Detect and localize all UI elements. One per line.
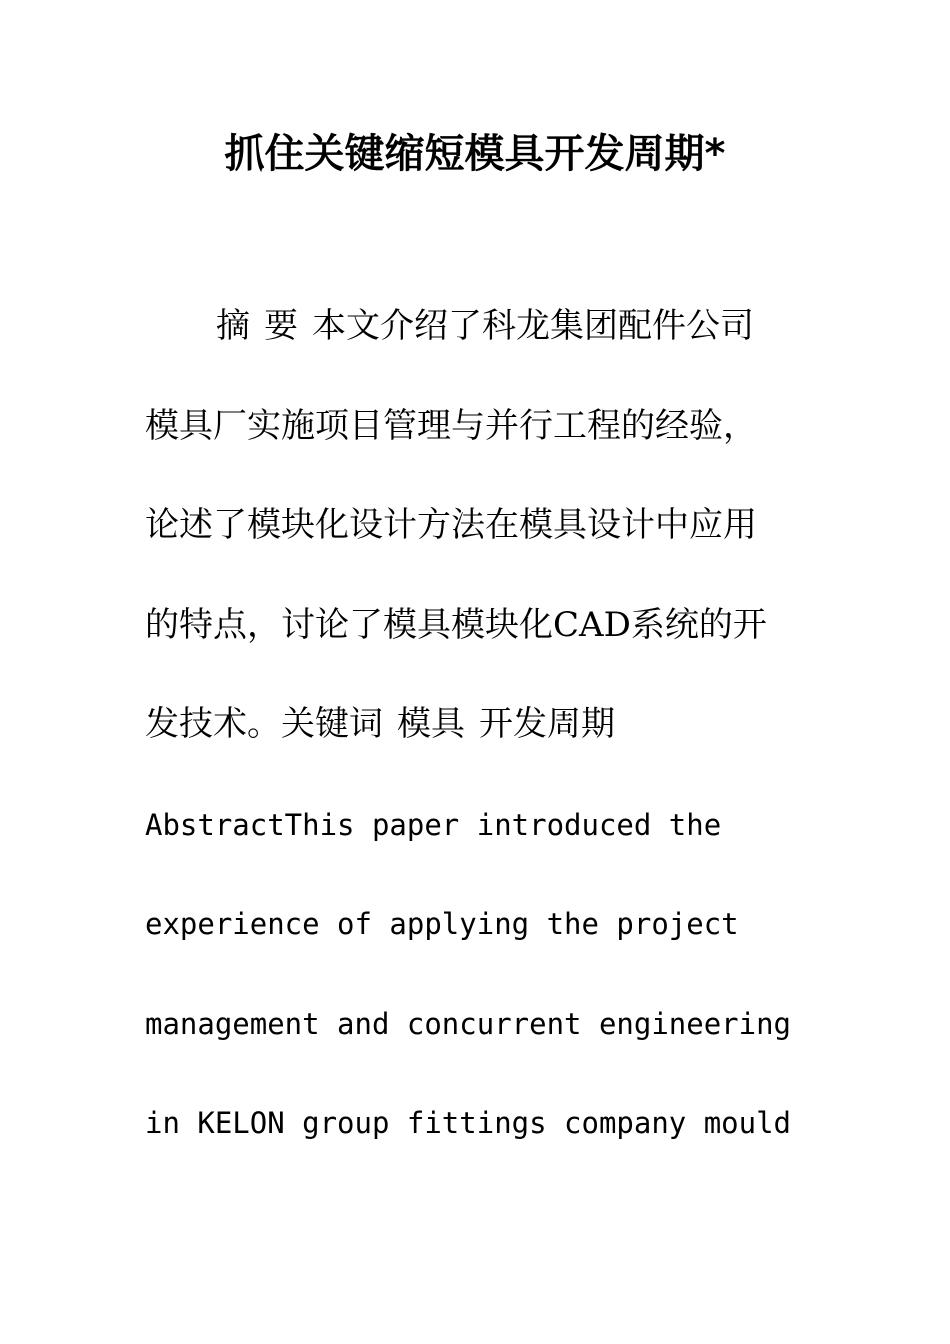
abstract-cn-line-5 (145, 702, 615, 746)
abstract-en-line-3: management and concurrent engineering (145, 1007, 792, 1041)
abstract-label-b: 要 (264, 306, 298, 346)
abstract-cn-line-1 (216, 304, 754, 348)
document-title: 抓住关键缩短模具开发周期* (224, 131, 726, 177)
abstract-cn-line-4: 的特点，讨论了模具模块化CAD系统的开 (145, 605, 767, 645)
abstract-en-line-1: AbstractThis paper introduced the (145, 808, 722, 842)
abstract-en-line-2: experience of applying the project (145, 907, 739, 941)
keyword-mould: 模具 (397, 704, 465, 744)
abstract-cn-text-5a: 发技术。关键词 (145, 704, 383, 744)
abstract-en-line-4: in KELON group fittings company mould (145, 1106, 792, 1140)
keyword-cycle: 开发周期 (479, 704, 615, 744)
abstract-cn-line-2: 模具厂实施项目管理与并行工程的经验， (145, 406, 757, 446)
abstract-cn-line-3: 论述了模块化设计方法在模具设计中应用 (145, 505, 757, 545)
abstract-label-a: 摘 (216, 306, 250, 346)
abstract-cn-text-1: 本文介绍了科龙集团配件公司 (312, 306, 754, 346)
